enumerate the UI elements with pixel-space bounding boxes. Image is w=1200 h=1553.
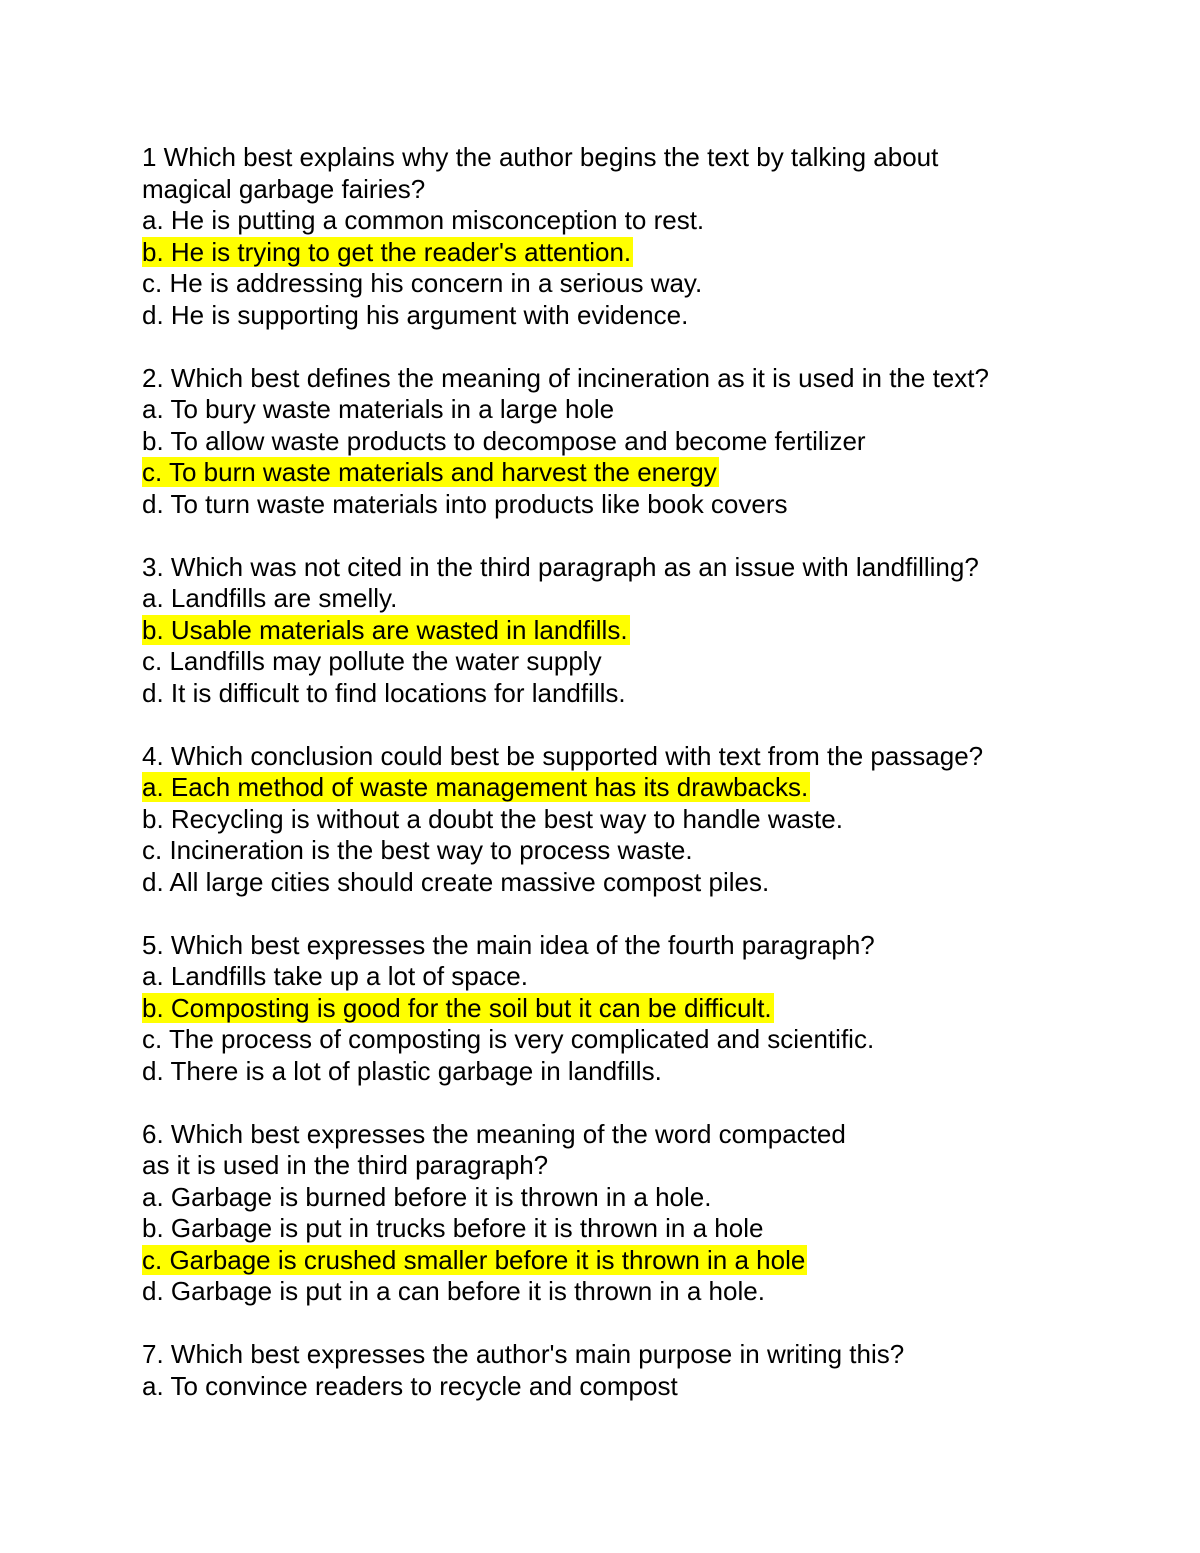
question-prompt: 7. Which best expresses the author's main purpose in writing this? — [142, 1339, 905, 1369]
option-text: a. Landfills are smelly. — [142, 583, 398, 613]
question-3 — [142, 552, 1142, 710]
question-prompt: magical garbage fairies? — [142, 173, 426, 204]
spacer — [142, 1308, 1142, 1340]
answer-option-highlighted — [142, 772, 1142, 804]
option-text: a. Garbage is burned before it is thrown in a hole. — [142, 1181, 712, 1212]
answer-option — [142, 1213, 1142, 1245]
question-prompt: 2. Which best defines the meaning of incineration as it is used in the text? — [142, 362, 989, 393]
option-text: a. He is putting a common misconception to rest. — [142, 205, 705, 235]
answer-option — [142, 1371, 1142, 1403]
answer-option-highlighted — [142, 993, 1142, 1025]
option-text: b. Recycling is without a doubt the best way to handle waste. — [142, 803, 843, 834]
option-text: b. To allow waste products to decompose and become fertilizer — [142, 425, 866, 456]
spacer — [142, 520, 1142, 552]
answer-option — [142, 205, 1142, 237]
question-5 — [142, 930, 1142, 1088]
question-6 — [142, 1119, 1142, 1308]
spacer — [142, 709, 1142, 741]
option-text: c. He is addressing his concern in a serious way. — [142, 268, 703, 298]
spacer — [142, 1087, 1142, 1119]
answer-option-highlighted — [142, 237, 1142, 269]
answer-option — [142, 646, 1142, 678]
answer-option — [142, 300, 1142, 332]
highlighted-answer: c. Garbage is crushed smaller before it is thrown in a hole — [142, 1244, 806, 1275]
answer-option — [142, 1276, 1142, 1308]
answer-option-highlighted — [142, 457, 1142, 489]
highlighted-answer: a. Each method of waste management has its drawbacks. — [142, 772, 809, 802]
question-prompt: 6. Which best expresses the meaning of the word compacted — [142, 1118, 846, 1149]
question-prompt: 5. Which best expresses the main idea of the fourth paragraph? — [142, 929, 875, 960]
highlighted-answer: b. He is trying to get the reader's attention. — [142, 236, 632, 267]
spacer — [142, 331, 1142, 363]
spacer — [142, 898, 1142, 930]
option-text: d. There is a lot of plastic garbage in landfills. — [142, 1055, 662, 1086]
answer-option — [142, 835, 1142, 867]
option-text: a. To bury waste materials in a large hole — [142, 394, 615, 424]
answer-option — [142, 1182, 1142, 1214]
option-text: d. He is supporting his argument with evidence. — [142, 299, 689, 330]
option-text: d. Garbage is put in a can before it is thrown in a hole. — [142, 1276, 765, 1306]
answer-option — [142, 1024, 1142, 1056]
option-text: c. The process of composting is very complicated and scientific. — [142, 1024, 875, 1054]
question-4 — [142, 741, 1142, 899]
answer-option — [142, 678, 1142, 710]
answer-option-highlighted — [142, 1245, 1142, 1277]
question-prompt: 1 Which best explains why the author begins the text by talking about — [142, 142, 939, 172]
answer-option — [142, 804, 1142, 836]
highlighted-answer: b. Usable materials are wasted in landfills. — [142, 614, 628, 645]
question-1 — [142, 142, 1142, 331]
option-text: d. It is difficult to find locations for landfills. — [142, 677, 626, 708]
option-text: a. To convince readers to recycle and compost — [142, 1370, 678, 1401]
answer-option — [142, 961, 1142, 993]
answer-option-highlighted — [142, 615, 1142, 647]
question-prompt: 3. Which was not cited in the third paragraph as an issue with landfilling? — [142, 551, 979, 582]
answer-option — [142, 268, 1142, 300]
answer-option — [142, 867, 1142, 899]
option-text: c. Landfills may pollute the water supply — [142, 646, 602, 676]
option-text: d. To turn waste materials into products like book covers — [142, 488, 788, 519]
option-text: c. Incineration is the best way to process waste. — [142, 835, 693, 865]
answer-option — [142, 426, 1142, 458]
option-text: a. Landfills take up a lot of space. — [142, 961, 528, 991]
option-text: d. All large cities should create massive compost piles. — [142, 866, 770, 897]
answer-option — [142, 1056, 1142, 1088]
question-2 — [142, 363, 1142, 521]
highlighted-answer: b. Composting is good for the soil but it can be difficult. — [142, 992, 772, 1023]
option-text: b. Garbage is put in trucks before it is thrown in a hole — [142, 1213, 764, 1243]
quiz-content — [142, 142, 1142, 1402]
question-prompt: as it is used in the third paragraph? — [142, 1150, 549, 1180]
question-prompt: 4. Which conclusion could best be supported with text from the passage? — [142, 740, 984, 771]
answer-option — [142, 583, 1142, 615]
highlighted-answer: c. To burn waste materials and harvest the energy — [142, 457, 717, 487]
answer-option — [142, 489, 1142, 521]
answer-option — [142, 394, 1142, 426]
question-7 — [142, 1339, 1142, 1402]
